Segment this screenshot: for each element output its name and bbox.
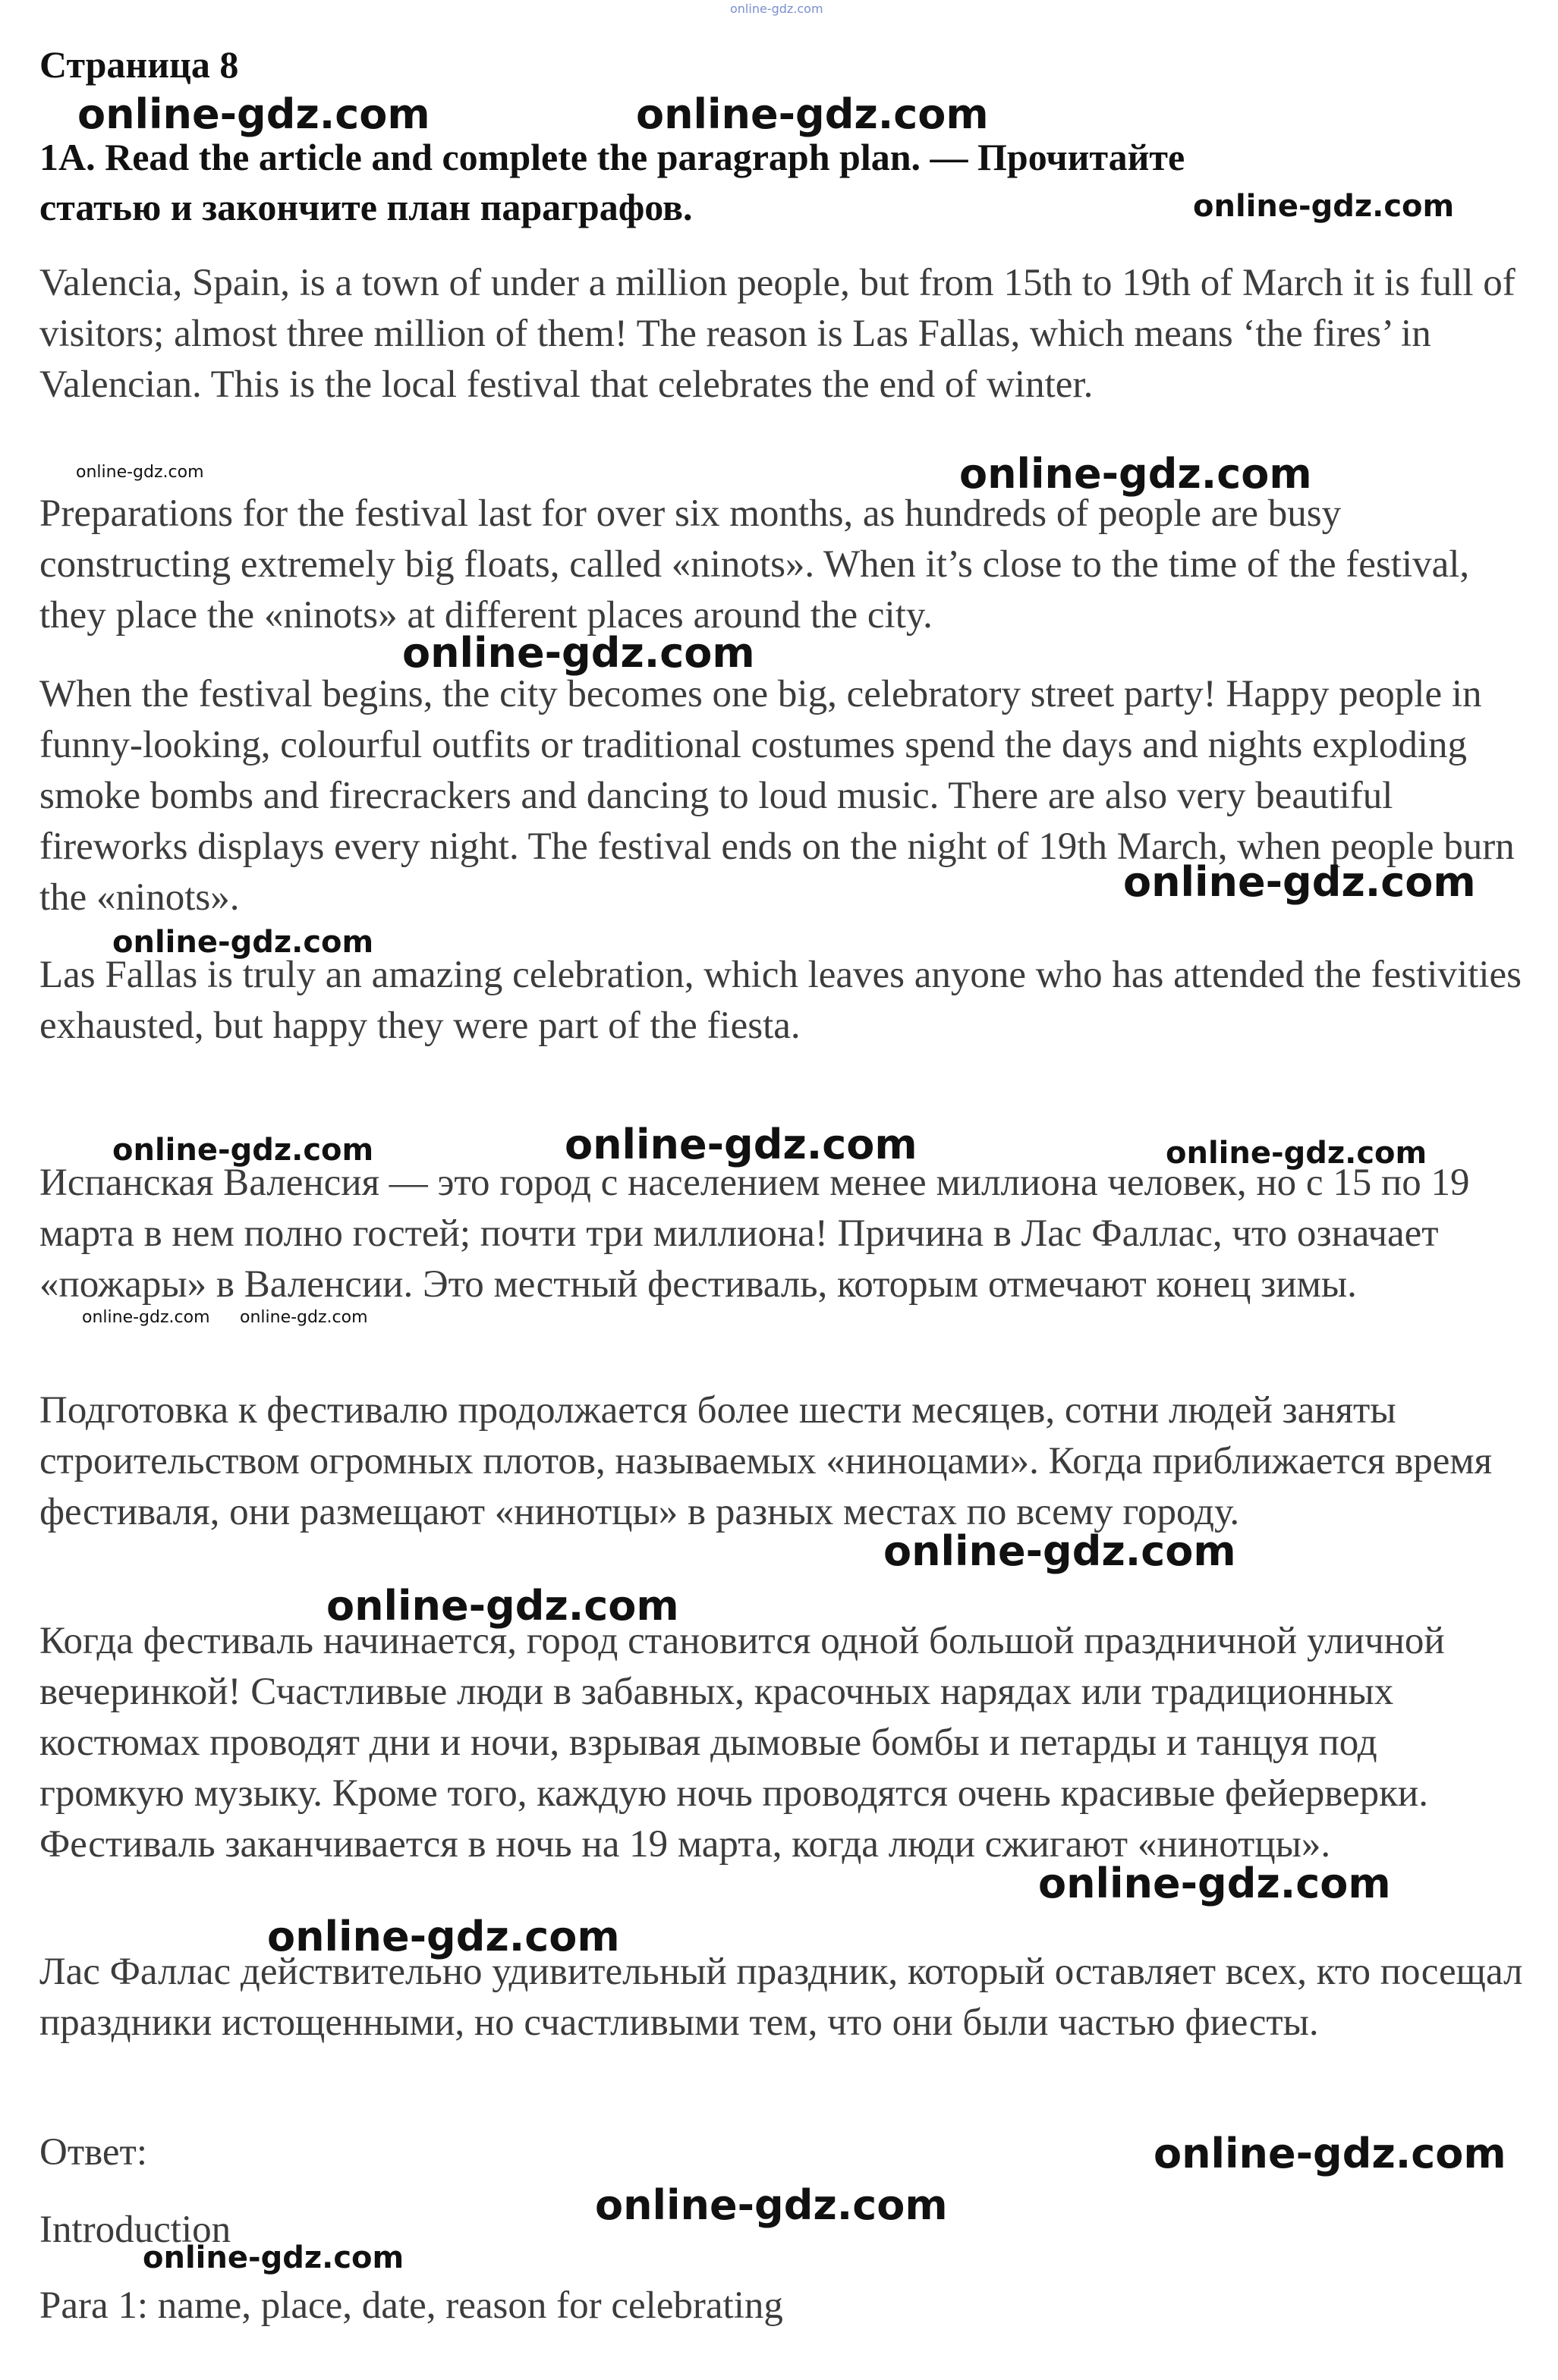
watermark: online-gdz.com <box>77 90 430 138</box>
answer-label: Ответ: <box>39 2131 147 2174</box>
article-en-paragraph-3: When the festival begins, the city becomes one big, celebratory street party! Happy people in funny-looking, colourful outfits or traditional costumes spend the days and nights exploding smoke bombs and firecrackers and dancing to loud music. There are also very beautiful fireworks displays every night. The festival ends on the night of 19th March, when people burn the «ninots». <box>39 673 1515 919</box>
watermark: online-gdz.com <box>82 1308 210 1327</box>
watermark: online-gdz.com <box>267 1913 620 1960</box>
answer-item-2: Para 1: name, place, date, reason for celebrating <box>39 2284 783 2327</box>
watermark: online-gdz.com <box>1038 1860 1391 1907</box>
watermark-top: online-gdz.com <box>730 2 823 16</box>
watermark: online-gdz.com <box>326 1582 679 1630</box>
article-ru-paragraph-2: Подготовка к фестивалю продолжается более шести месяцев, сотни людей заняты строительством огромных плотов, называемых «ниноцами». Когда приближается время фестиваля, они размещают «нинотцы» в разных местах по всему городу. <box>39 1389 1493 1533</box>
watermark: online-gdz.com <box>143 2240 404 2275</box>
task-line-2: статью и закончите план параграфов. <box>39 186 693 228</box>
watermark: online-gdz.com <box>1123 858 1476 906</box>
watermark: online-gdz.com <box>402 629 755 677</box>
watermark: online-gdz.com <box>76 463 204 482</box>
watermark: online-gdz.com <box>240 1308 368 1327</box>
answer-item-1: Introduction <box>39 2209 231 2251</box>
article-en-paragraph-1: Valencia, Spain, is a town of under a million people, but from 15th to 19th of March it is full of visitors; almost three million of them! The reason is Las Fallas, which means ‘the fires’ in Valencian. This is the local festival that celebrates the end of winter. <box>39 262 1516 406</box>
watermark: online-gdz.com <box>1166 1136 1427 1171</box>
article-ru-paragraph-4: Лас Фаллас действительно удивительный праздник, который оставляет всех, кто посещал праздники истощенными, но счастливыми тем, что они были частью фиесты. <box>39 1951 1523 2044</box>
article-en-paragraph-4: Las Fallas is truly an amazing celebration, which leaves anyone who has attended the festivities exhausted, but happy they were part of the fiesta. <box>39 954 1522 1047</box>
watermark: online-gdz.com <box>959 450 1312 498</box>
watermark: online-gdz.com <box>112 1133 374 1168</box>
article-en-paragraph-2: Preparations for the festival last for over six months, as hundreds of people are busy constructing extremely big floats, called «ninots». When it’s close to the time of the festival, they place the «ninots» at different places around the city. <box>39 492 1470 637</box>
watermark: online-gdz.com <box>636 90 989 138</box>
article-ru-paragraph-1: Испанская Валенсия — это город с населением менее миллиона человек, но с 15 по 19 марта в нем полно гостей; почти три миллиона! Причина в Лас Фаллас, что означает «пожары» в Валенсии. Это местный фестиваль, которым отмечают конец зимы. <box>39 1162 1470 1306</box>
watermark: online-gdz.com <box>1193 189 1455 224</box>
watermark: online-gdz.com <box>1154 2130 1506 2177</box>
watermark: online-gdz.com <box>595 2181 948 2229</box>
page-title: Страница 8 <box>39 43 239 86</box>
watermark: online-gdz.com <box>112 925 374 960</box>
task-line-1: 1A. Read the article and complete the paragraph plan. — Прочитайте <box>39 136 1185 178</box>
watermark: online-gdz.com <box>883 1527 1236 1575</box>
article-ru-paragraph-3: Когда фестиваль начинается, город становится одной большой праздничной уличной вечеринкой! Счастливые люди в забавных, красочных нарядах или традиционных костюмах проводят дни и ночи, взрывая дымовые бомбы и петарды и танцуя под громкую музыку. Кроме того, каждую ночь проводятся очень красивые фейерверки. Фестиваль заканчивается в ночь на 19 марта, когда люди сжигают «нинотцы». <box>39 1620 1445 1866</box>
watermark: online-gdz.com <box>565 1121 917 1168</box>
